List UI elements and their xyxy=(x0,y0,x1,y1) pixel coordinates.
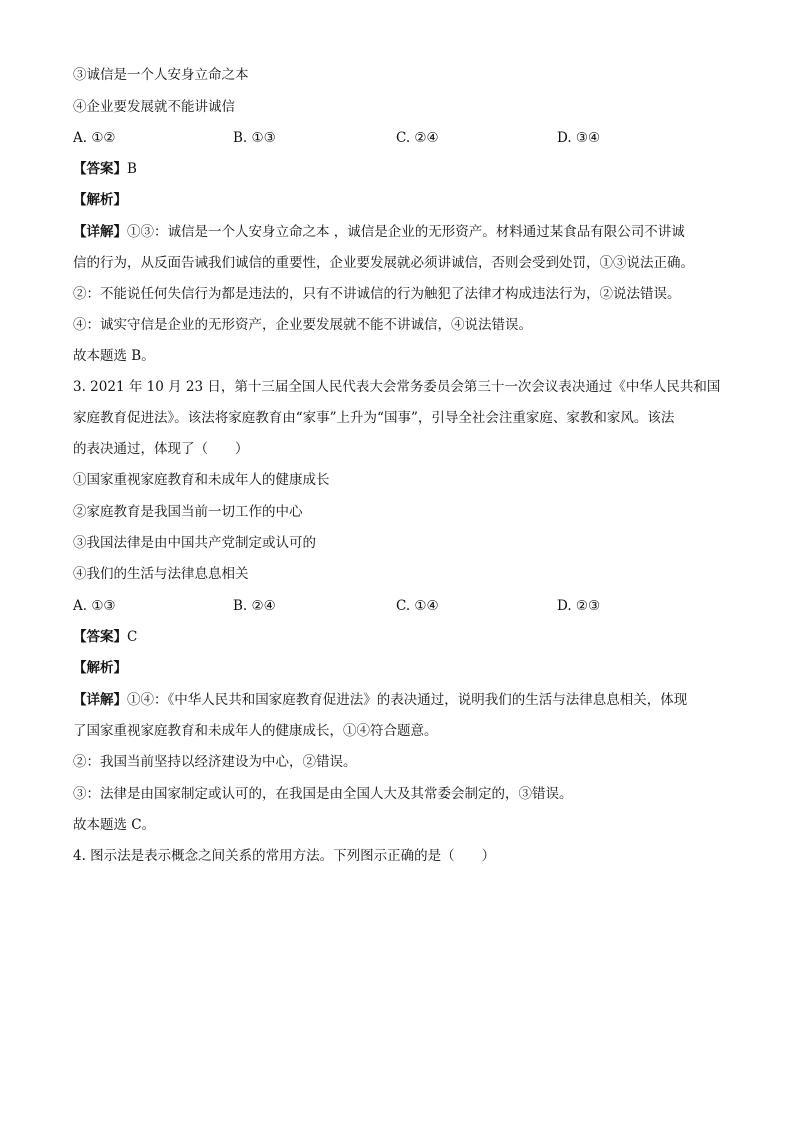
q3-statement-4: ④我们的生活与法律息息相关 xyxy=(73,566,249,582)
q2-option-c: C. ②④ xyxy=(396,130,439,146)
q3-stem-line-2: 家庭教育促进法》。该法将家庭教育由“家事”上升为“国事”，引导全社会注重家庭、家教和家风。该法 xyxy=(73,410,675,426)
q3-statement-1: ①国家重视家庭教育和未成年人的健康成长 xyxy=(73,472,330,488)
answer-value: B xyxy=(127,161,137,177)
q3-analysis xyxy=(73,658,127,678)
q3-statement-3: ③我国法律是由中国共产党制定或认可的 xyxy=(73,535,316,551)
analysis-label: 【解析】 xyxy=(73,192,127,208)
answer-label: 【答案】 xyxy=(73,629,127,645)
q3-answer xyxy=(73,627,137,647)
analysis-label: 【解析】 xyxy=(73,660,127,676)
q3-detail-line-4: ③：法律是由国家制定或认可的，在我国是由全国人大及其常委会制定的，③错误。 xyxy=(73,786,573,802)
q2-conclusion: 故本题选 B。 xyxy=(73,348,155,364)
q3-stem-line-1: 3. 2021 年 10 月 23 日，第十三届全国人民代表大会常务委员会第三十一次会议表决通过《中华人民共和国 xyxy=(73,379,721,395)
detail-text: ①④：《中华人民共和国家庭教育促进法》的表决通过，说明我们的生活与法律息息相关，体现 xyxy=(127,692,688,708)
q2-statement-4: ④企业要发展就不能讲诚信 xyxy=(73,99,235,115)
q3-detail-line-2: 了国家重视家庭教育和未成年人的健康成长，①④符合题意。 xyxy=(73,723,438,739)
q3-conclusion: 故本题选 C。 xyxy=(73,817,156,833)
q2-option-d: D. ③④ xyxy=(557,130,601,146)
q3-stem-line-3: 的表决通过，体现了（ ） xyxy=(73,441,249,457)
answer-value: C xyxy=(127,629,138,645)
q2-detail-line-1 xyxy=(73,222,685,242)
answer-label: 【答案】 xyxy=(73,161,127,177)
detail-label: 【详解】 xyxy=(73,692,127,708)
detail-label: 【详解】 xyxy=(73,224,127,240)
q2-detail-line-3: ②：不能说任何失信行为都是违法的，只有不讲诚信的行为触犯了法律才构成违法行为，②说法错误。 xyxy=(73,286,681,302)
q2-statement-3: ③诚信是一个人安身立命之本 xyxy=(73,67,249,83)
q3-option-a: A. ①③ xyxy=(73,598,116,614)
detail-text: ①③：诚信是一个人安身立命之本 ，诚信是企业的无形资产。材料通过某食品有限公司不讲诚 xyxy=(127,224,685,240)
q3-detail-line-3: ②：我国当前坚持以经济建设为中心，②错误。 xyxy=(73,754,357,770)
q2-analysis xyxy=(73,190,127,210)
q3-detail-line-1 xyxy=(73,690,687,710)
q3-option-b: B. ②④ xyxy=(233,598,276,614)
q4-stem: 4. 图示法是表示概念之间关系的常用方法。下列图示正确的是（ ） xyxy=(73,848,496,864)
q2-option-a: A. ①② xyxy=(73,130,116,146)
q3-option-c: C. ①④ xyxy=(396,598,439,614)
q3-option-d: D. ②③ xyxy=(557,598,601,614)
q3-statement-2: ②家庭教育是我国当前一切工作的中心 xyxy=(73,504,303,520)
q2-answer xyxy=(73,159,137,179)
q2-detail-line-2: 信的行为，从反面告诫我们诚信的重要性，企业要发展就必须讲诚信，否则会受到处罚，①③说法正确。 xyxy=(73,255,694,271)
q2-option-b: B. ①③ xyxy=(233,130,276,146)
q2-detail-line-4: ④：诚实守信是企业的无形资产，企业要发展就不能不讲诚信，④说法错误。 xyxy=(73,317,532,333)
